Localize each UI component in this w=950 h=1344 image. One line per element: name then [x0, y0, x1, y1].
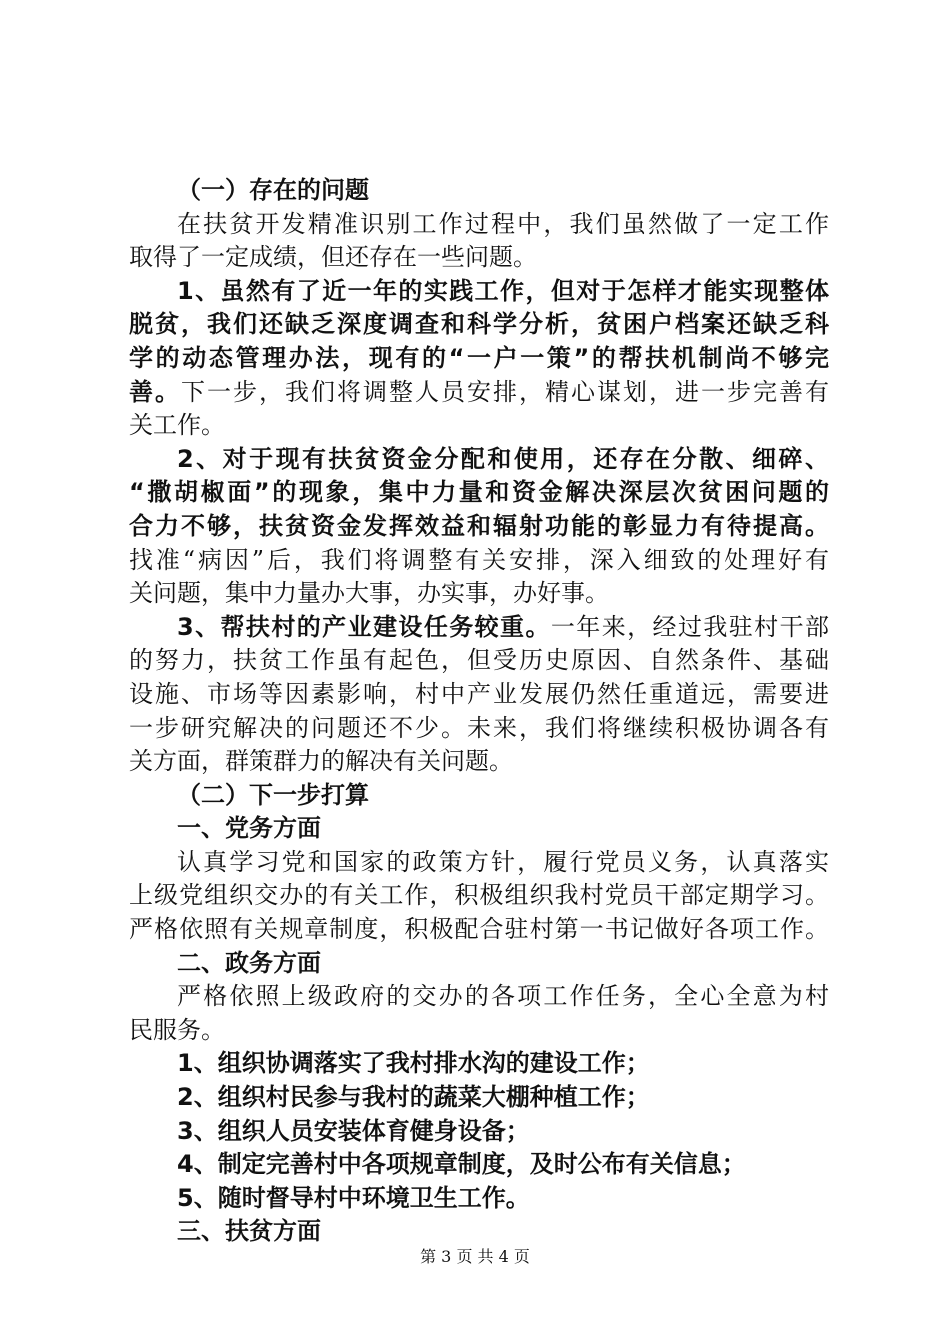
text-line: 关工作。: [129, 411, 225, 440]
text-line: 严格依照上级政府的交办的各项工作任务，全心全意为村: [177, 982, 829, 1011]
text-line: 关方面，群策群力的解决有关问题。: [129, 747, 513, 776]
text-line: 2、组织村民参与我村的蔬菜大棚种植工作；: [177, 1083, 650, 1112]
text-line: 脱贫，我们还缺乏深度调查和科学分析，贫困户档案还缺乏科: [129, 310, 829, 339]
normal-segment: 下一步，我们将调整人员安排，精心谋划，进一步完善有: [181, 377, 829, 406]
text-line: 严格依照有关规章制度，积极配合驻村第一书记做好各项工作。: [129, 915, 829, 944]
text-line: 1、虽然有了近一年的实践工作，但对于怎样才能实现整体: [177, 276, 829, 305]
text-line: 取得了一定成绩，但还存在一些问题。: [129, 243, 537, 272]
bold-segment: 3、帮扶村的产业建设任务较重。: [177, 612, 551, 641]
text-line: [129, 611, 829, 645]
page-footer: 第 3 页 共 4 页: [420, 1247, 530, 1266]
text-line: 认真学习党和国家的政策方针，履行党员义务，认真落实: [177, 847, 829, 876]
normal-segment: 一年来，经过我驻村干部: [550, 612, 830, 641]
text-line: 5、随时督导村中环境卫生工作。: [177, 1183, 530, 1212]
text-line: [129, 376, 829, 410]
text-line: 学的动态管理办法，现有的“一户一策”的帮扶机制尚不够完: [129, 343, 829, 372]
text-line: 三、扶贫方面: [177, 1217, 321, 1246]
text-line: （一）存在的问题: [177, 176, 369, 204]
text-line: 的努力，扶贫工作虽有起色，但受历史原因、自然条件、基础: [129, 646, 829, 675]
text-line: 二、政务方面: [177, 948, 321, 977]
text-line: 一、党务方面: [177, 814, 321, 843]
text-line: 在扶贫开发精准识别工作过程中，我们虽然做了一定工作: [177, 209, 829, 238]
text-line: 设施、市场等因素影响，村中产业发展仍然任重道远，需要进: [129, 679, 829, 708]
text-line: 3、组织人员安装体育健身设备；: [177, 1116, 530, 1145]
text-line: 关问题，集中力量办大事，办实事，办好事。: [129, 579, 609, 608]
text-line: 民服务。: [129, 1015, 225, 1044]
text-line: 2、对于现有扶贫资金分配和使用，还存在分散、细碎、: [177, 444, 829, 473]
text-line: 4、制定完善村中各项规章制度，及时公布有关信息；: [177, 1150, 746, 1179]
text-line: “撒胡椒面”的现象，集中力量和资金解决深层次贫困问题的: [129, 478, 829, 507]
bold-segment: 善。: [129, 377, 181, 406]
text-line: 合力不够，扶贫资金发挥效益和辐射功能的彰显力有待提高。: [129, 511, 829, 540]
text-line: 找准“病因”后，我们将调整有关安排，深入细致的处理好有: [129, 545, 829, 574]
text-line: 上级党组织交办的有关工作，积极组织我村党员干部定期学习。: [129, 881, 829, 910]
text-line: 一步研究解决的问题还不少。未来，我们将继续积极协调各有: [129, 713, 829, 742]
document-body: [129, 174, 829, 1249]
text-line: 1、组织协调落实了我村排水沟的建设工作；: [177, 1049, 650, 1078]
text-line: （二）下一步打算: [177, 780, 369, 809]
